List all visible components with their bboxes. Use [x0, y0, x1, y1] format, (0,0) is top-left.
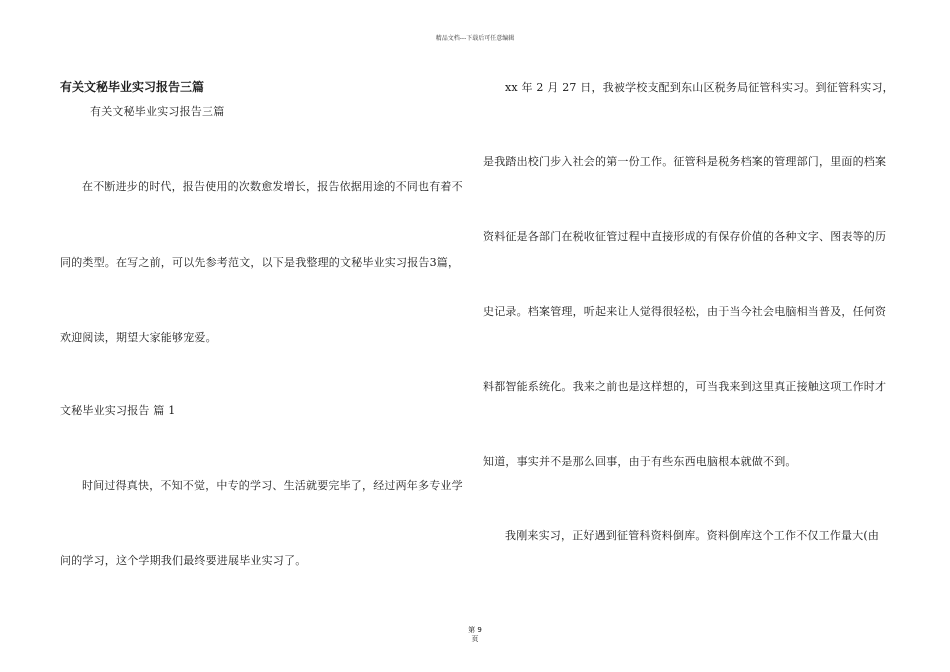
page-number-line: 第 9	[468, 626, 482, 634]
section-heading: 文秘毕业实习报告 篇 1	[60, 404, 176, 417]
paragraph-line: 欢迎阅读，期望大家能够宠爱。	[60, 331, 217, 344]
paragraph-line: 史记录。档案管理，听起来让人觉得很轻松，由于当今社会电脑相当普及，任何资	[483, 305, 887, 318]
document-title: 有关文秘毕业实习报告三篇	[60, 80, 205, 94]
paragraph-line: 资料征是各部门在税收征管过程中直接形成的有保存价值的各种文字、图表等的历	[483, 230, 887, 243]
paragraph-line: 时间过得真快，不知不觉，中专的学习、生活就要完毕了，经过两年多专业学	[82, 479, 463, 492]
paragraph-line: xx 年 2 月 27 日，我被学校支配到东山区税务局征管科实习。到征管科实习，	[505, 81, 894, 94]
paragraph-line: 是我踏出校门步入社会的第一份工作。征管科是税务档案的管理部门，里面的档案	[483, 155, 887, 168]
page-header-watermark: 精品文档---下载后可任意编辑	[435, 35, 515, 42]
page-number	[0, 626, 950, 644]
paragraph-line: 问的学习，这个学期我们最终要进展毕业实习了。	[60, 554, 307, 567]
paragraph-line: 在不断进步的时代，报告使用的次数愈发增长，报告依据用途的不同也有着不	[82, 180, 463, 193]
document-subtitle: 有关文秘毕业实习报告三篇	[90, 105, 225, 118]
page-number-unit: 页	[471, 635, 479, 643]
paragraph-line: 料都智能系统化。我来之前也是这样想的，可当我来到这里真正接触这项工作时才	[483, 380, 887, 393]
paragraph-line: 我刚来实习，正好遇到征管科资料倒库。资料倒库这个工作不仅工作量大(由	[505, 529, 880, 542]
paragraph-line: 知道，事实并不是那么回事，由于有些东西电脑根本就做不到。	[483, 455, 797, 468]
paragraph-line: 同的类型。在写之前，可以先参考范文，以下是我整理的文秘毕业实习报告3篇，	[60, 256, 460, 269]
